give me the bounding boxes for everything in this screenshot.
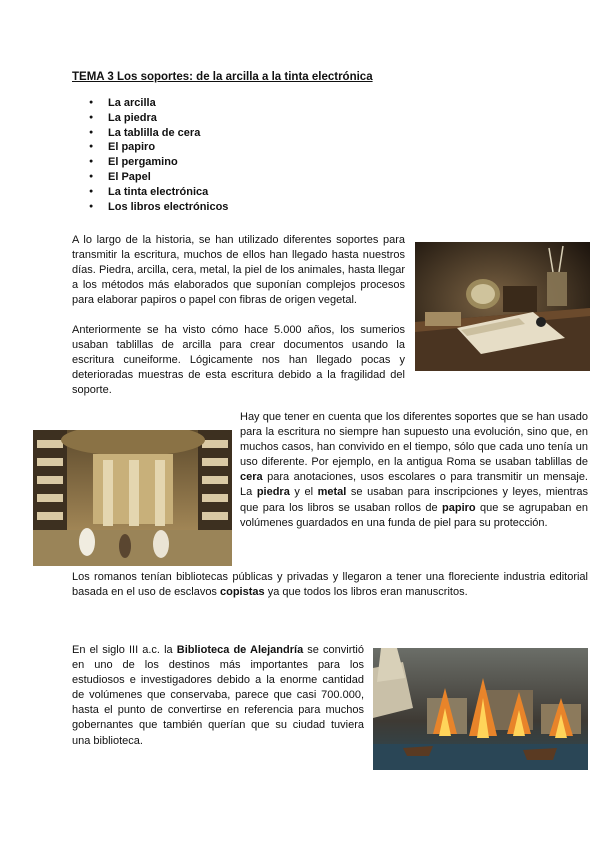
writing-desk-image [415,242,590,371]
list-item: ● La piedra [72,111,228,126]
paragraph-sumerians: Anteriormente se ha visto cómo hace 5.000 años, los sumerios usaban tablillas de arcilla para crear documentos usando la escritura cuneiforme. Lógicamente nos han llegado pocas y deterioradas muestras de esta escritura debido a la fragilidad del soporte. [72,324,405,397]
alexandria-fire-image [373,648,588,770]
page-title: TEMA 3 Los soportes: de la arcilla a la tinta electrónica [72,71,373,83]
paragraph-alexandria: En el siglo III a.c. la Biblioteca de Alejandría se convirtió en uno de los destinos más importantes para los estudiosos e investigadores debido a la enorme cantidad de volúmenes que conservaba, parece que casi 700.000, hasta el punto de convertirse en referencia para muchos gobernantes que también querían que su ciudad tuviera una biblioteca. [72,644,364,747]
list-item: ● El pergamino [72,155,228,170]
list-item: ● Los libros electrónicos [72,200,228,215]
paragraph-intro: A lo largo de la historia, se han utilizado diferentes soportes para transmitir la escritura, muchos de ellos han llegado hasta nuestros días. Piedra, arcilla, cera, metal, la piel de los animales, hasta llegar a los métodos más elaborados que suponían complejos procesos para elaborar papiros o papel con fibras de origen vegetal. [72,234,405,307]
roman-library-image [33,430,232,566]
list-item: ● El Papel [72,170,228,185]
topics-list [72,96,228,214]
list-item: ● La tinta electrónica [72,185,228,200]
list-item: ● La tablilla de cera [72,126,228,141]
list-item: ● El papiro [72,140,228,155]
list-item: ● La arcilla [72,96,228,111]
paragraph-romans: Los romanos tenían bibliotecas públicas y privadas y llegaron a tener una floreciente industria editorial basada en el uso de esclavos copistas ya que todos los libros eran manuscritos. [72,571,588,599]
paragraph-supports: Hay que tener en cuenta que los diferentes soportes que se han usado para la escritura no siempre han supuesto una evolución, sino que, en muchos casos, han convivido en el tiempo, sólo que cada uno tenía un uso diferente. Por ejemplo, en la antigua Roma se usaban tablillas de cera para anotaciones, usos escolares o para transmitir un mensaje. La piedra y el metal se usaban para inscripciones y leyes, mientras que para los libros se usaban rollos de papiro que se agrupaban en volúmenes guardados en una funda de piel para su protección. [240,411,589,529]
